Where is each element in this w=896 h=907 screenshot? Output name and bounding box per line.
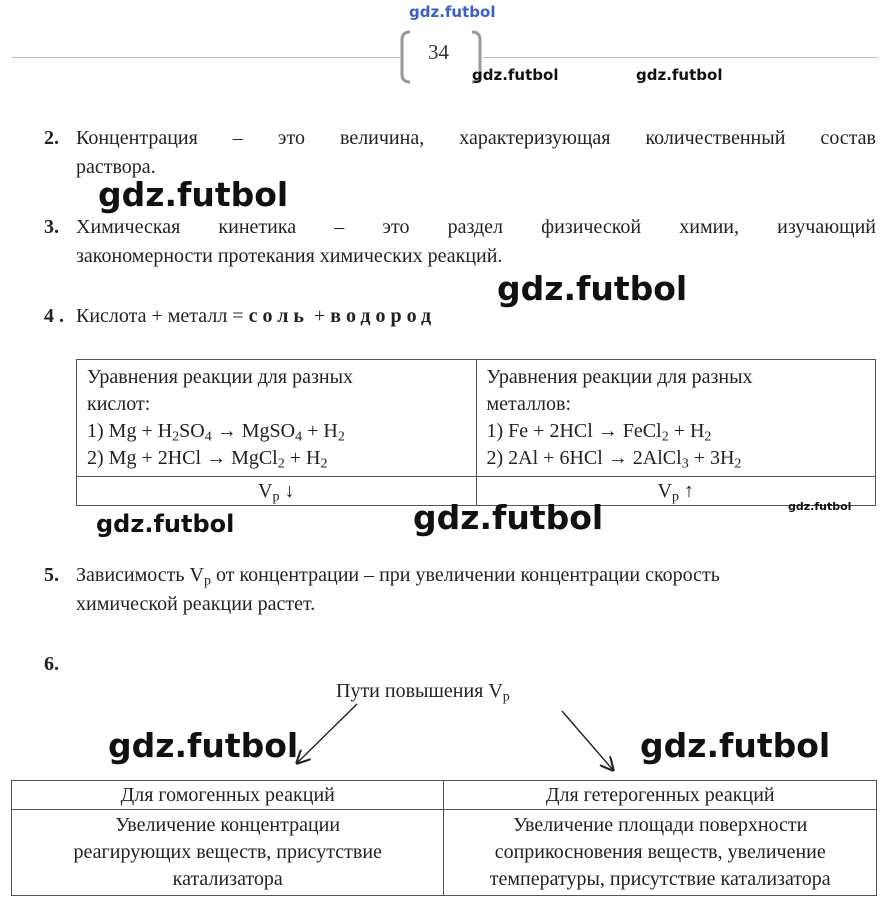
item-4-number: 4 . [44, 305, 64, 327]
watermark-3: gdz.futbol [788, 500, 852, 513]
acids-result: $V_р$ ↓ [77, 477, 477, 506]
watermark-2: gdz.futbol [497, 269, 688, 308]
watermark-7: gdz.futbol [640, 726, 831, 765]
arrow-to-heterogeneous [562, 711, 613, 770]
methods-table-body-row [12, 810, 877, 896]
arrow-to-homogeneous [297, 704, 357, 763]
page-number: 34 [428, 40, 449, 64]
metals-equation-1: 1) Fe + 2HCl → FeCl$_2$ + $H_2$ [486, 420, 712, 445]
watermark-header-1: gdz.futbol [472, 66, 559, 84]
acids-equation-1: 1) $Mg + H_2SO_4$ → MgSO$_4$ + $H_2$ [87, 420, 345, 445]
acids-header-1: Уравнения реакции для разных [87, 366, 354, 388]
item-5-line2: химической реакции растет. [76, 593, 316, 615]
heterogeneous-body: Увеличение площади поверхности соприкосновения веществ, увеличение температуры, присутствие катализатора [444, 810, 877, 896]
item-4-word-salt: соль [248, 305, 310, 327]
metals-result: $V_р$ ↑ [476, 477, 876, 506]
acids-header-2: кислот: [87, 393, 151, 415]
item-3-line2: закономерности протекания химических реакций. [76, 245, 503, 267]
item-2-line2: раствора. [76, 156, 156, 178]
item-5-number: 5. [44, 564, 59, 586]
watermark-1: gdz.futbol [98, 175, 289, 214]
metals-header-1: Уравнения реакции для разных [486, 366, 753, 388]
methods-table-head-row [12, 781, 877, 810]
item-6-number: 6. [44, 653, 59, 675]
item-3-number: 3. [44, 216, 59, 238]
item-4-text: Кислота + металл = [76, 305, 249, 327]
watermark-6: gdz.futbol [108, 726, 299, 765]
watermark-5: gdz.futbol [413, 498, 604, 537]
item-3-line1: Химическая кинетика – это раздел физической химии, изучающий [76, 216, 876, 238]
acids-equation-2: 2) Mg + 2HCl → MgCl$_2$ + $H_2$ [87, 447, 328, 472]
item-2-number: 2. [44, 127, 59, 149]
item-4-plus: + [309, 305, 326, 327]
heterogeneous-header: Для гетерогенных реакций [444, 781, 877, 810]
item-5-line1: Зависимость $V_р$ от концентрации – при увеличении концентрации скорость [76, 564, 720, 589]
metals-equation-2: 2) 2Al + 6HCl → 2AlCl$_3$ + $3H_2$ [486, 447, 742, 472]
watermark-header-2: gdz.futbol [636, 66, 723, 84]
item-4-word-hydrogen: водород [330, 305, 437, 327]
diagram-title: Пути повышения $V_р$ [336, 680, 510, 705]
homogeneous-body: Увеличение концентрации реагирующих веществ, присутствие катализатора [12, 810, 444, 896]
homogeneous-header: Для гомогенных реакций [12, 781, 444, 810]
watermark-top: gdz.futbol [409, 3, 496, 21]
metals-header-2: металлов: [486, 393, 572, 415]
watermark-4: gdz.futbol [96, 510, 235, 538]
item-2-line1: Концентрация – это величина, характеризующая количественный состав [76, 127, 876, 149]
methods-table [11, 780, 877, 896]
